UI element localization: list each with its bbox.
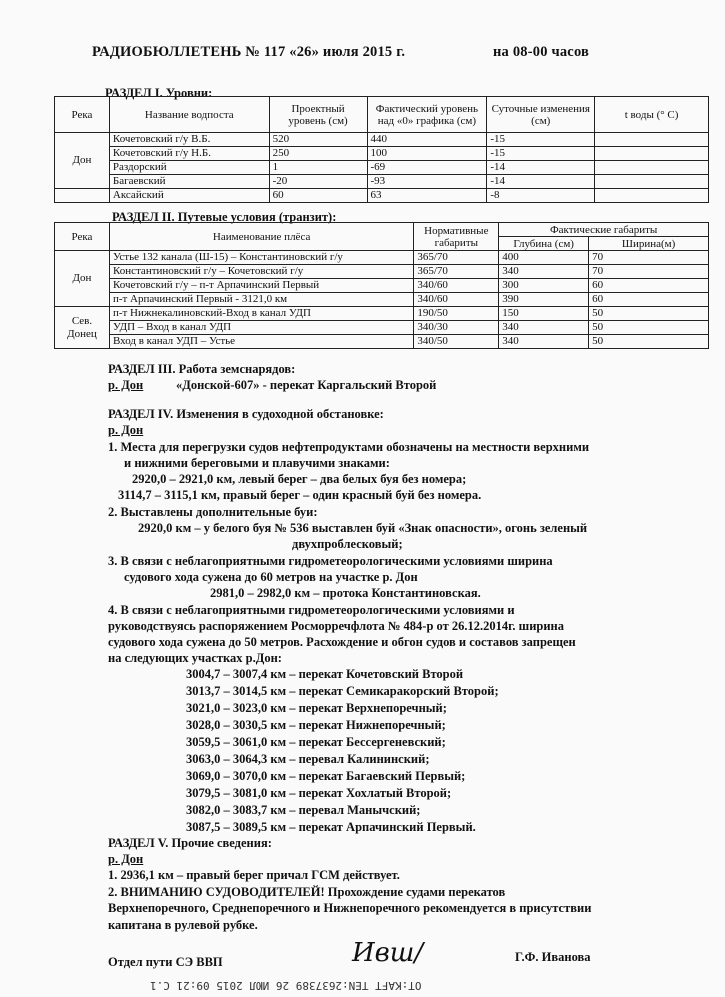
norm-cell: 190/50 (414, 307, 499, 321)
temp-cell (595, 175, 709, 189)
table-row (55, 133, 709, 147)
table-row (55, 251, 709, 265)
section5-p2c: капитана в рулевой рубке. (108, 918, 258, 932)
table-row (55, 321, 709, 335)
section4-p2b: 2920,0 км – у белого буя № 536 выставлен буй «Знак опасности», огонь зеленый (138, 521, 588, 535)
width-cell: 50 (589, 321, 709, 335)
actual-cell: -69 (367, 161, 487, 175)
post-cell: Аксайский (109, 189, 269, 203)
width-cell: 50 (589, 335, 709, 349)
section4-p4b: руководствуясь распоряжением Росморречфлота № 484-р от 26.12.2014г. ширина (108, 619, 565, 633)
col-river: Река (55, 97, 110, 133)
name-cell: п-т Арпачинский Первый - 3121,0 км (109, 293, 413, 307)
section4-p3c: 2981,0 – 2982,0 км – протока Константиновская. (210, 586, 481, 600)
norm-cell: 365/70 (414, 251, 499, 265)
col-width: Ширина(м) (589, 237, 709, 251)
col-river: Река (55, 223, 110, 251)
section5-p1: 1. 2936,1 км – правый берег причал ГСМ действует. (108, 868, 400, 882)
project-cell: 1 (269, 161, 367, 175)
section4-p4c: судового хода сужена до 50 метров. Расхождение и обгон судов и составов запрещен (108, 635, 576, 649)
name-cell: УДП – Вход в канал УДП (109, 321, 413, 335)
name-cell: Константиновский г/у – Кочетовский г/у (109, 265, 413, 279)
depth-cell: 390 (499, 293, 589, 307)
actual-cell: 100 (367, 147, 487, 161)
temp-cell (595, 189, 709, 203)
depth-cell: 340 (499, 335, 589, 349)
depth-cell: 150 (499, 307, 589, 321)
section2-heading: РАЗДЕЛ II. Путевые условия (транзит): (112, 210, 337, 224)
norm-cell: 340/60 (414, 293, 499, 307)
section5-river: р. Дон (108, 852, 144, 866)
col-post: Название водпоста (109, 97, 269, 133)
table-row (55, 189, 709, 203)
col-change: Суточные изменения (см) (487, 97, 595, 133)
col-norm: Нормативные габариты (414, 223, 499, 251)
norm-cell: 340/50 (414, 335, 499, 349)
actual-cell: 440 (367, 133, 487, 147)
col-name: Наименование плёса (109, 223, 413, 251)
section3-river: р. Дон (108, 378, 144, 392)
post-cell: Кочетовский г/у В.Б. (109, 133, 269, 147)
project-cell: 250 (269, 147, 367, 161)
temp-cell (595, 133, 709, 147)
change-cell: -15 (487, 147, 595, 161)
table-row (55, 293, 709, 307)
section4-p2a: 2. Выставлены дополнительные буи: (108, 505, 318, 519)
change-cell: -14 (487, 161, 595, 175)
depth-cell: 400 (499, 251, 589, 265)
section4-river: р. Дон (108, 423, 144, 437)
section4-p4d: на следующих участках р.Дон: (108, 651, 282, 665)
route-header-row (55, 223, 709, 237)
name-cell: Кочетовский г/у – п-т Арпачинский Первый (109, 279, 413, 293)
project-cell: 60 (269, 189, 367, 203)
river-cell-empty (55, 189, 110, 203)
name-cell: Вход в канал УДП – Устье (109, 335, 413, 349)
col-project: Проектный уровень (см) (269, 97, 367, 133)
depth-cell: 340 (499, 265, 589, 279)
width-cell: 70 (589, 251, 709, 265)
section3-heading: РАЗДЕЛ III. Работа земснарядов: (108, 362, 296, 376)
table-row (55, 335, 709, 349)
list-item: 3021,0 – 3023,0 км – перекат Верхнепоречный; (186, 701, 447, 715)
project-cell: 520 (269, 133, 367, 147)
section5-heading: РАЗДЕЛ V. Прочие сведения: (108, 836, 272, 850)
section5-p2a: 2. ВНИМАНИЮ СУДОВОДИТЕЛЕЙ! Прохождение судами перекатов (108, 885, 506, 899)
section1-heading: РАЗДЕЛ I. Уровни: (105, 86, 213, 100)
col-actual-dims: Фактические габариты (499, 223, 709, 237)
list-item: 3087,5 – 3089,5 км – перекат Арпачинский Первый. (186, 820, 476, 834)
bulletin-title: РАДИОБЮЛЛЕТЕНЬ № 117 «26» июля 2015 г. (92, 44, 406, 60)
list-item: 3079,5 – 3081,0 км – перекат Хохлатый Второй; (186, 786, 452, 800)
project-cell: -20 (269, 175, 367, 189)
change-cell: -8 (487, 189, 595, 203)
list-item: 3069,0 – 3070,0 км – перекат Багаевский Первый; (186, 769, 466, 783)
section4-p3b: судового хода сужена до 60 метров на участке р. Дон (124, 570, 418, 584)
signature: Ивш/ (352, 938, 424, 968)
norm-cell: 340/30 (414, 321, 499, 335)
width-cell: 70 (589, 265, 709, 279)
signer-name: Г.Ф. Иванова (515, 950, 591, 964)
change-cell: -14 (487, 175, 595, 189)
section5-p2b: Верхнепоречного, Среднепоречного и Нижнепоречного рекомендуется в присутствии (108, 901, 592, 915)
section4-p2c: двухпроблесковый; (292, 537, 403, 551)
section4-p3a: 3. В связи с неблагоприятными гидрометеорологическими условиями ширина (108, 554, 553, 568)
norm-cell: 365/70 (414, 265, 499, 279)
list-item: 3059,5 – 3061,0 км – перекат Бессергеневский; (186, 735, 446, 749)
section4-heading: РАЗДЕЛ IV. Изменения в судоходной обстановке: (108, 407, 384, 421)
width-cell: 60 (589, 279, 709, 293)
bulletin-time: на 08-00 часов (493, 44, 590, 60)
section4-p1d: 3114,7 – 3115,1 км, правый берег – один красный буй без номера. (118, 488, 482, 502)
width-cell: 50 (589, 307, 709, 321)
river-cell: Дон (55, 251, 110, 307)
col-temp: t воды (° С) (595, 97, 709, 133)
section4-p1a: 1. Места для перегрузки судов нефтепродуктами обозначены на местности верхними (108, 440, 590, 454)
table-row (55, 279, 709, 293)
actual-cell: -93 (367, 175, 487, 189)
col-actual: Фактический уровень над «0» графика (см) (367, 97, 487, 133)
temp-cell (595, 161, 709, 175)
post-cell: Багаевский (109, 175, 269, 189)
section4-p4a: 4. В связи с неблагоприятными гидрометеорологическими условиями и (108, 603, 515, 617)
col-depth: Глубина (см) (499, 237, 589, 251)
name-cell: п-т Нижнекалиновский-Вход в канал УДП (109, 307, 413, 321)
list-item: 3063,0 – 3064,3 км – перевал Калининский; (186, 752, 430, 766)
fax-header-line: OT:KAFT TEN:2637389 26 ИЮЛ 2015 09:21 С.1 (150, 979, 422, 992)
section4-p1c: 2920,0 – 2921,0 км, левый берег – два белых буя без номера; (132, 472, 467, 486)
table-row (55, 175, 709, 189)
list-item: 3013,7 – 3014,5 км – перекат Семикаракорский Второй; (186, 684, 499, 698)
route-table (54, 222, 709, 349)
change-cell: -15 (487, 133, 595, 147)
list-item: 3004,7 – 3007,4 км – перекат Кочетовский Второй (186, 667, 464, 681)
levels-header-row (55, 97, 709, 133)
table-row (55, 147, 709, 161)
norm-cell: 340/60 (414, 279, 499, 293)
section4-p1b: и нижними береговыми и плавучими знаками: (124, 456, 390, 470)
temp-cell (595, 147, 709, 161)
table-row (55, 161, 709, 175)
depth-cell: 340 (499, 321, 589, 335)
table-row (55, 265, 709, 279)
post-cell: Кочетовский г/у Н.Б. (109, 147, 269, 161)
levels-table (54, 96, 709, 203)
list-item: 3028,0 – 3030,5 км – перекат Нижнепоречный; (186, 718, 446, 732)
section3-text: «Донской-607» - перекат Каргальский Второй (176, 378, 437, 392)
river-cell: Сев. Донец (55, 307, 110, 349)
river-cell: Дон (55, 133, 110, 189)
department-label: Отдел пути СЭ ВВП (108, 955, 223, 969)
width-cell: 60 (589, 293, 709, 307)
name-cell: Устье 132 канала (Ш-15) – Константиновский г/у (109, 251, 413, 265)
actual-cell: 63 (367, 189, 487, 203)
post-cell: Раздорский (109, 161, 269, 175)
list-item: 3082,0 – 3083,7 км – перевал Манычский; (186, 803, 421, 817)
table-row (55, 307, 709, 321)
depth-cell: 300 (499, 279, 589, 293)
